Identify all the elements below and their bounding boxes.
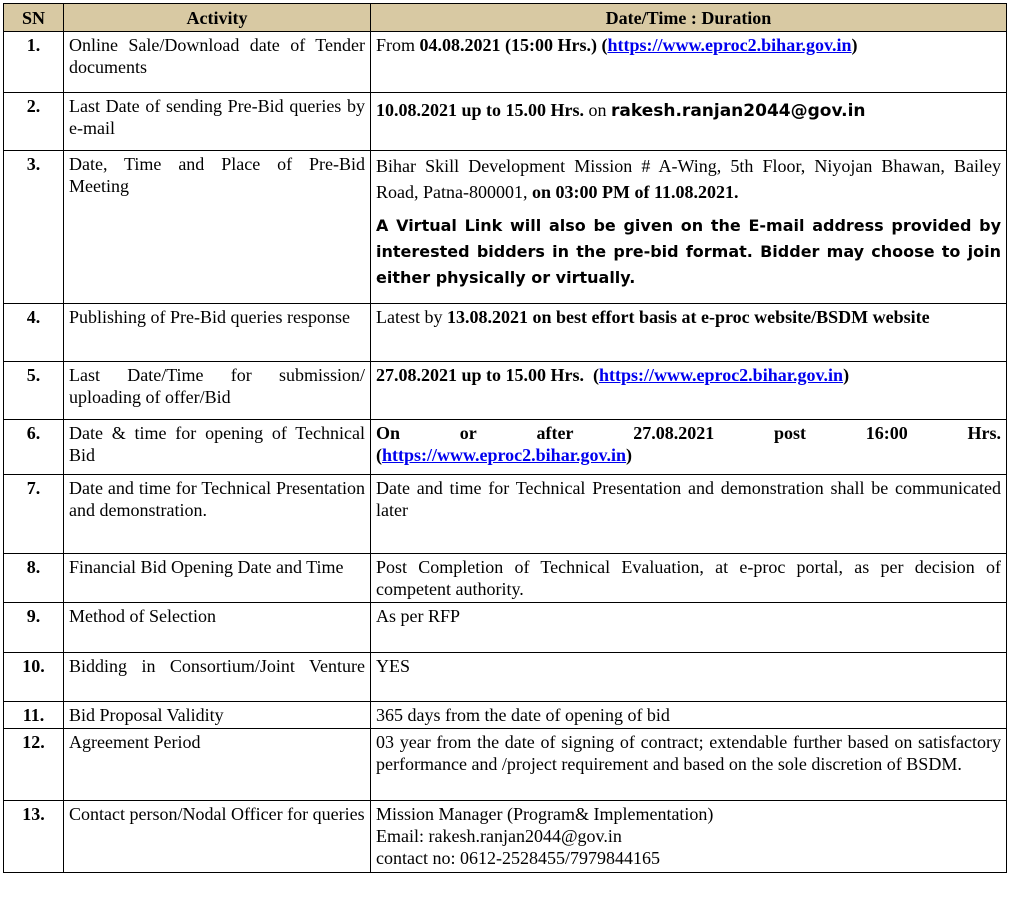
duration-on: on (584, 100, 612, 120)
row-activity: Publishing of Pre-Bid queries response (64, 304, 371, 362)
contact-role: Mission Manager (Program& Implementation) (376, 804, 714, 824)
row-activity: Date, Time and Place of Pre-Bid Meeting (64, 151, 371, 304)
duration-prefix: Latest by (376, 307, 447, 327)
row-activity: Agreement Period (64, 729, 371, 801)
word-on: On (376, 423, 401, 443)
meeting-place-paragraph (376, 153, 1001, 205)
row-activity: Bid Proposal Validity (64, 702, 371, 729)
row-activity: Online Sale/Download date of Tender documents (64, 32, 371, 93)
word-after: after (536, 423, 574, 443)
opening-date-line (376, 422, 1001, 444)
row-duration (371, 420, 1007, 475)
link-close-paren: ) (851, 35, 858, 55)
duration-text: 13.08.2021 on best effort basis at e-proc website/BSDM website (446, 307, 930, 327)
row-sn: 2. (4, 93, 64, 151)
word-post: post (773, 423, 806, 443)
row-sn: 4. (4, 304, 64, 362)
table-header-row (4, 4, 1007, 32)
table-row (4, 420, 1007, 475)
row-duration (371, 801, 1007, 873)
row-duration (371, 32, 1007, 93)
table-row (4, 801, 1007, 873)
link-open-paren: ( (376, 445, 382, 465)
table-row (4, 554, 1007, 603)
table-row (4, 151, 1007, 304)
table-row (4, 304, 1007, 362)
opening-date: 27.08.2021 (633, 423, 715, 443)
row-duration: Date and time for Technical Presentation and demonstration shall be communicated later (371, 475, 1007, 554)
row-activity: Financial Bid Opening Date and Time (64, 554, 371, 603)
row-activity: Method of Selection (64, 603, 371, 653)
word-or: or (459, 423, 477, 443)
email-address: rakesh.ranjan2044@gov.in (611, 101, 866, 121)
table-row (4, 362, 1007, 420)
contact-phone: contact no: 0612-2528455/7979844165 (376, 848, 660, 868)
link-open-paren: ( (597, 35, 608, 55)
meeting-time: on 03:00 PM of 11.08.2021. (531, 182, 739, 202)
row-sn: 11. (4, 702, 64, 729)
table-row (4, 32, 1007, 93)
opening-link-line (376, 444, 1001, 466)
row-sn: 1. (4, 32, 64, 93)
table-row (4, 603, 1007, 653)
opening-time: 16:00 (865, 423, 908, 443)
row-sn: 7. (4, 475, 64, 554)
header-duration: Date/Time : Duration (371, 4, 1007, 32)
eproc-link[interactable]: https://www.eproc2.bihar.gov.in (382, 445, 627, 465)
row-duration (371, 362, 1007, 420)
duration-date: 10.08.2021 up to 15.00 Hrs. (376, 100, 585, 120)
row-duration (371, 151, 1007, 304)
duration-date: 27.08.2021 up to 15.00 Hrs. (376, 365, 585, 385)
row-activity: Contact person/Nodal Officer for queries (64, 801, 371, 873)
link-open-paren: ( (584, 365, 600, 385)
row-activity: Bidding in Consortium/Joint Venture (64, 653, 371, 702)
row-activity: Last Date of sending Pre-Bid queries by e-mail (64, 93, 371, 151)
table-row (4, 702, 1007, 729)
table-row (4, 653, 1007, 702)
word-hrs: Hrs. (967, 423, 1001, 443)
table-row (4, 93, 1007, 151)
row-duration: As per RFP (371, 603, 1007, 653)
row-activity: Last Date/Time for submission/ uploading of offer/Bid (64, 362, 371, 420)
link-close-paren: ) (843, 365, 850, 385)
row-duration: 03 year from the date of signing of contract; extendable further based on satisfactory performance and /project requirement and based on the sole discretion of BSDM. (371, 729, 1007, 801)
meeting-place: Bihar Skill Development Mission # A-Wing, 5th Floor, Niyojan Bhawan, Bailey Road, Patna-800001, (376, 156, 1001, 202)
header-activity: Activity (64, 4, 371, 32)
duration-prefix: From (376, 35, 420, 55)
row-sn: 12. (4, 729, 64, 801)
table-row (4, 729, 1007, 801)
eproc-link[interactable]: https://www.eproc2.bihar.gov.in (607, 35, 852, 55)
row-duration (371, 304, 1007, 362)
row-sn: 3. (4, 151, 64, 304)
contact-email: Email: rakesh.ranjan2044@gov.in (376, 826, 622, 846)
row-sn: 5. (4, 362, 64, 420)
table-row (4, 475, 1007, 554)
row-duration: 365 days from the date of opening of bid (371, 702, 1007, 729)
link-close-paren: ) (626, 445, 633, 465)
row-activity: Date and time for Technical Presentation and demonstration. (64, 475, 371, 554)
row-sn: 13. (4, 801, 64, 873)
row-sn: 8. (4, 554, 64, 603)
duration-date: 04.08.2021 (15:00 Hrs.) (419, 35, 597, 55)
row-duration (371, 93, 1007, 151)
header-sn: SN (4, 4, 64, 32)
row-sn: 9. (4, 603, 64, 653)
virtual-link-note: A Virtual Link will also be given on the E-mail address provided by interested bidders in the pre-bid format. Bidder may choose to join either physically or virtually. (376, 216, 1001, 287)
row-sn: 10. (4, 653, 64, 702)
eproc-link[interactable]: https://www.eproc2.bihar.gov.in (599, 365, 844, 385)
row-duration: YES (371, 653, 1007, 702)
activity-schedule-table (3, 3, 1007, 873)
row-sn: 6. (4, 420, 64, 475)
row-activity: Date & time for opening of Technical Bid (64, 420, 371, 475)
row-duration: Post Completion of Technical Evaluation, at e-proc portal, as per decision of competent authority. (371, 554, 1007, 603)
